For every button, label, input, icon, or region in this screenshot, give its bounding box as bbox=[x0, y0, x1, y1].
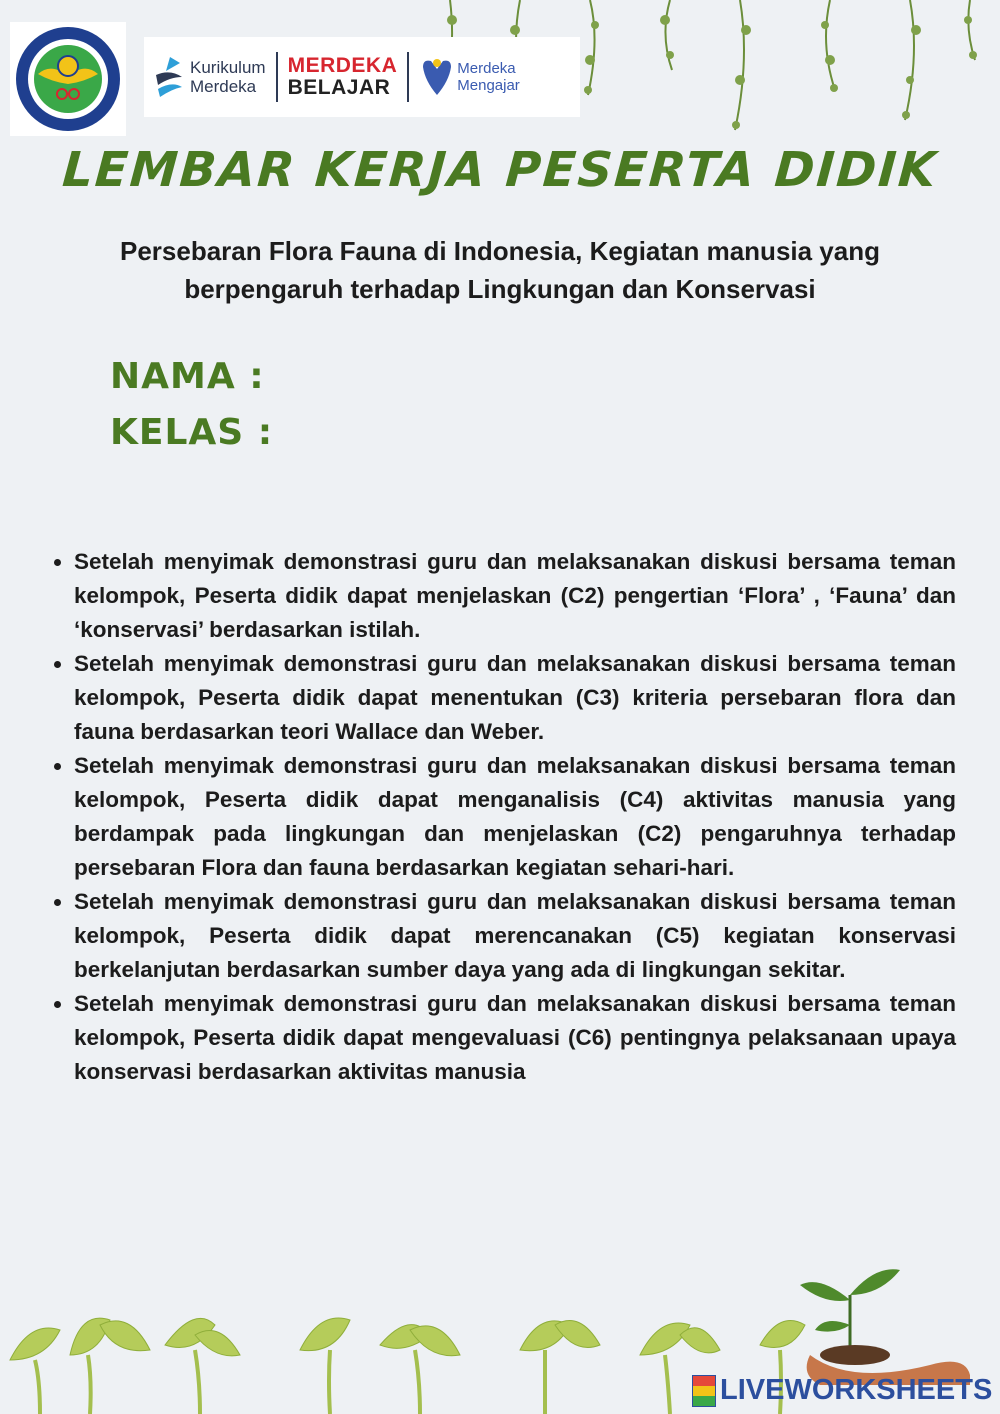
school-emblem-icon bbox=[10, 22, 126, 136]
kurikulum-line1: Kurikulum bbox=[190, 58, 266, 77]
watermark-text: LIVEWORKSHEETS bbox=[720, 1374, 993, 1406]
mengajar-line2: Mengajar bbox=[457, 77, 520, 94]
liveworksheets-watermark bbox=[692, 1374, 992, 1407]
objective-item: • Setelah menyimak demonstrasi guru dan melaksanakan diskusi bersama teman kelompok, Peserta didik dapat merencanakan (C5) kegiatan konservasi berkelanjutan berdasarkan sumber daya yang ada di lingkungan sekitar. bbox=[74, 885, 956, 987]
merdeka-belajar-logo bbox=[288, 55, 398, 99]
kurikulum-merdeka-logo bbox=[152, 55, 266, 99]
kurikulum-line2: Merdeka bbox=[190, 77, 257, 96]
mengajar-line1: Merdeka bbox=[457, 60, 516, 77]
logo-divider bbox=[276, 52, 278, 102]
worksheet-subtitle: Persebaran Flora Fauna di Indonesia, Kegiatan manusia yang berpengaruh terhadap Lingkungan dan Konservasi bbox=[120, 236, 880, 304]
mengajar-heart-icon bbox=[419, 55, 455, 99]
liveworksheets-logo-icon bbox=[692, 1375, 716, 1407]
kelas-label: KELAS : bbox=[110, 412, 274, 453]
curriculum-logos bbox=[144, 37, 580, 117]
objective-item: • Setelah menyimak demonstrasi guru dan melaksanakan diskusi bersama teman kelompok, Peserta didik dapat menentukan (C3) kriteria persebaran flora dan fauna berdasarkan teori Wallace dan Weber. bbox=[74, 647, 956, 749]
merdeka-mengajar-logo bbox=[419, 55, 520, 99]
logo-divider bbox=[407, 52, 409, 102]
objective-item: • Setelah menyimak demonstrasi guru dan melaksanakan diskusi bersama teman kelompok, Peserta didik dapat mengevaluasi (C6) pentingnya pelaksanaan upaya konservasi berdasarkan aktivitas manusia bbox=[74, 987, 956, 1089]
school-logo bbox=[10, 22, 126, 136]
worksheet-title: LEMBAR KERJA PESERTA DIDIK bbox=[60, 142, 940, 198]
learning-objectives-list bbox=[50, 545, 956, 1089]
seedling-in-hand-icon bbox=[790, 1255, 970, 1385]
objective-item: • Setelah menyimak demonstrasi guru dan melaksanakan diskusi bersama teman kelompok, Peserta didik dapat menganalisis (C4) aktivitas manusia yang berdampak pada lingkungan dan menjelaskan (C2) pengaruhnya terhadap persebaran Flora dan fauna berdasarkan kegiatan sehari-hari. bbox=[74, 749, 956, 885]
nama-label: NAMA : bbox=[110, 356, 265, 397]
kurikulum-swoosh-icon bbox=[152, 55, 186, 99]
objective-item: • Setelah menyimak demonstrasi guru dan melaksanakan diskusi bersama teman kelompok, Peserta didik dapat menjelaskan (C2) pengertian ‘Flora’ , ‘Fauna’ dan ‘konservasi’ berdasarkan istilah. bbox=[74, 545, 956, 647]
belajar-line2: BELAJAR bbox=[287, 76, 391, 99]
belajar-line1: MERDEKA bbox=[287, 54, 398, 77]
